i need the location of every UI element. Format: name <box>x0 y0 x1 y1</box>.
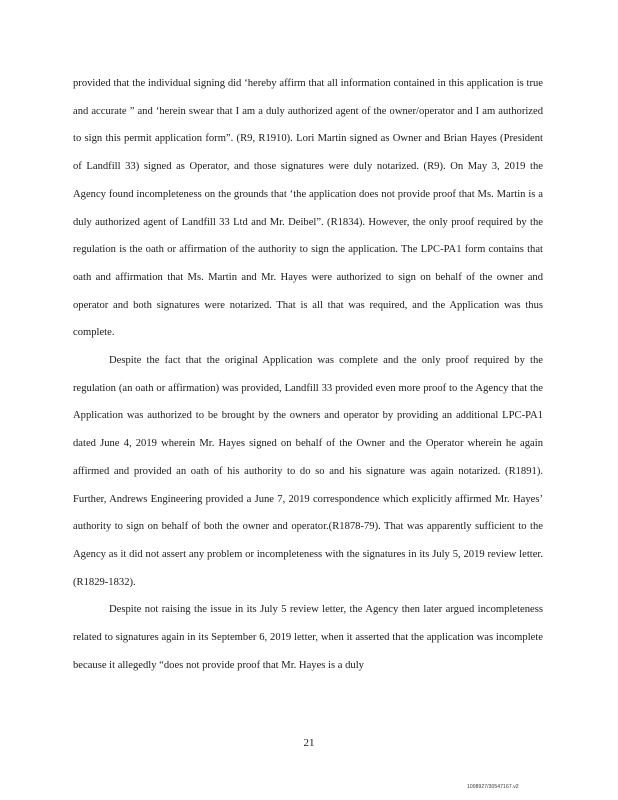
paragraph-2: Despite the fact that the original Application was complete and the only proof required by the regulation (an oath or affirmation) was provided, Landfill 33 provided even more proof to the Agency that the Application was authorized to be brought by the owners and operator by providing an additional LPC-PA1 dated June 4, 2019 wherein Mr. Hayes signed on behalf of the Owner and the Operator wherein he again affirmed and provided an oath of his authority to do so and his signature was again notarized. (R1891). Further, Andrews Engineering provided a June 7, 2019 correspondence which explicitly affirmed Mr. Hayes’ authority to sign on behalf of both the owner and operator.(R1878-79). That was apparently sufficient to the Agency as it did not assert any problem or incompleteness with the signatures in its July 5, 2019 review letter. (R1829-1832). <box>73 355 543 588</box>
paragraph-1: provided that the individual signing did ‘hereby affirm that all information contained in this application is true and accurate ” and ‘herein swear that I am a duly authorized agent of the owner/operator and I am authorized to sign this permit application form”. (R9, R1910). Lori Martin signed as Owner and Brian Hayes (President of Landfill 33) signed as Operator, and those signatures were duly notarized. (R9). On May 3, 2019 the Agency found incompleteness on the grounds that ‘the application does not provide proof that Ms. Martin is a duly authorized agent of Landfill 33 Ltd and Mr. Deibel”. (R1834). However, the only proof required by the regulation is the oath or affirmation of the authority to sign the application. The LPC-PA1 form contains that oath and affirmation that Ms. Martin and Mr. Hayes were authorized to sign on behalf of the owner and operator and both signatures were notarized. That is all that was required, and the Application was thus complete. <box>73 78 543 339</box>
document-id: 1008927/30547167.v2 <box>467 784 519 790</box>
page-number: 21 <box>303 737 315 749</box>
document-body <box>73 70 543 679</box>
paragraph-3: Despite not raising the issue in its July 5 review letter, the Agency then later argued incompleteness related to signatures again in its September 6, 2019 letter, when it asserted that the application was incomplete because it allegedly “does not provide proof that Mr. Hayes is a duly <box>73 604 543 671</box>
